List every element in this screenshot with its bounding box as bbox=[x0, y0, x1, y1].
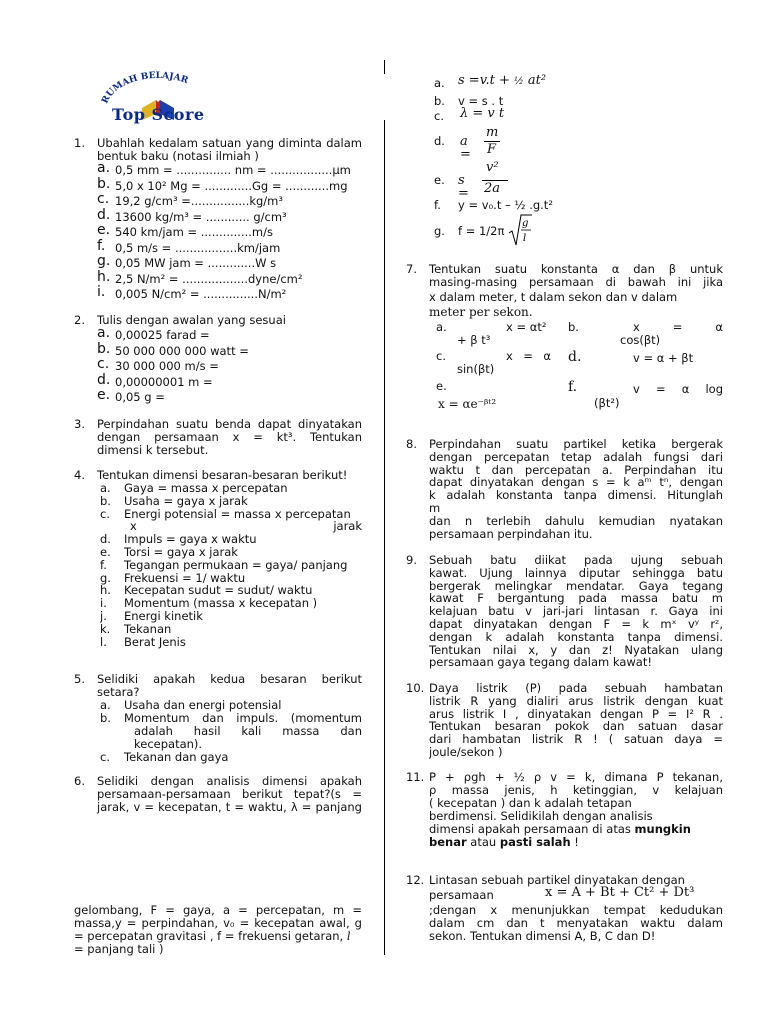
q12-line1: Lintasan sebuah partikel dinyatakan dengan bbox=[429, 873, 685, 887]
q1-item-label: i. bbox=[97, 284, 106, 300]
q7-line3 bbox=[429, 291, 723, 304]
q7-line2: masing-masing persamaan di bawah ini jika bbox=[429, 275, 723, 289]
q4-item-label: f. bbox=[100, 557, 107, 572]
q2-item-label: c. bbox=[97, 356, 110, 372]
q7-line4: meter per sekon. bbox=[429, 305, 533, 319]
q9-line: dengan k adalah konstanta tanpa dimensi. bbox=[429, 629, 723, 644]
q11-bold-benar: benar bbox=[429, 835, 467, 849]
q8-number: 8. bbox=[406, 437, 417, 451]
q11-line: berdimensi. Selidikilah dengan analisis bbox=[429, 809, 653, 823]
q11-line: ρ massa jenis, h ketinggian, v kelajuan bbox=[429, 783, 723, 797]
q1-item-label: h. bbox=[97, 268, 111, 285]
q4-item-label: g. bbox=[100, 570, 111, 585]
q9-line: kawat. Ujung lainnya diputar sehingga batu bbox=[429, 565, 723, 580]
q2-item-label: b. bbox=[97, 340, 111, 357]
q9-line: kawat F bergantung pada massa batu m bbox=[429, 591, 723, 606]
q11-exclaim: ! bbox=[570, 835, 579, 849]
q10-number: 10. bbox=[406, 681, 425, 695]
q1-item-text: 5,0 x 10² Mg = .............Gg = ............mg bbox=[115, 178, 348, 193]
q12-line: sekon. Tentukan dimensi A, B, C dan D! bbox=[429, 928, 656, 943]
q10-line: arus listrik I , dinyatakan dengan P = I² R . bbox=[429, 706, 723, 721]
q1-item-text: 0,005 N/cm² = ...............N/m² bbox=[115, 287, 287, 301]
q4-item-label: i. bbox=[100, 596, 107, 611]
q7a-label: a. bbox=[436, 320, 447, 334]
q8-line: dengan percepatan tetap adalah fungsi dari bbox=[429, 449, 723, 464]
q7c-eq2: sin(βt) bbox=[457, 362, 495, 376]
q5-item-text: kecepatan). bbox=[134, 737, 203, 751]
q10-line: joule/sekon ) bbox=[429, 745, 503, 759]
q1-item-text: 0,05 MW jam = .............W s bbox=[115, 256, 277, 270]
q8-line: dan n terlebih dahulu kemudian nyatakan bbox=[429, 513, 723, 528]
q9-number: 9. bbox=[406, 553, 417, 567]
q6a-label: a. bbox=[434, 76, 445, 90]
q3-line1: Perpindahan suatu benda dapat dinyatakan bbox=[97, 417, 362, 431]
q10-line: Tentukan besaran pokok dan satuan dasar bbox=[429, 719, 723, 734]
q6-line3: jarak, v = kecepatan, t = waktu, λ = panjang bbox=[97, 800, 362, 814]
q3-number: 3. bbox=[74, 417, 85, 431]
q4-item-text: Tekanan bbox=[124, 621, 172, 636]
q7b-eq2: cos(βt) bbox=[620, 333, 661, 347]
q5-item-text: Momentum dan impuls. (momentum bbox=[124, 711, 362, 725]
q6-line1: Selidiki dengan analisis dimensi apakah bbox=[97, 774, 362, 788]
q1-item-label: d. bbox=[97, 206, 111, 223]
q11-line: P + ρgh + ½ ρ v = k, dimana P tekanan, bbox=[429, 770, 723, 784]
q2-item-text: 50 000 000 000 watt = bbox=[115, 343, 249, 358]
q12-line: ;dengan x menunjukkan tempat kedudukan bbox=[429, 903, 723, 917]
q8-line: Perpindahan suatu partikel ketika bergerak bbox=[429, 437, 723, 451]
q2-item-label: a. bbox=[97, 325, 111, 341]
q1-item-label: c. bbox=[97, 191, 110, 207]
q2-item-label: e. bbox=[97, 387, 111, 403]
q2-item-text: 0,00025 farad = bbox=[115, 328, 210, 342]
q2-number: 2. bbox=[74, 313, 85, 327]
q11-line6 bbox=[429, 836, 723, 849]
q4-item-label: k. bbox=[100, 621, 111, 636]
q10-line: Daya listrik (P) pada sebuah hambatan bbox=[429, 681, 723, 695]
q5-item-text: Usaha dan energi potensial bbox=[124, 698, 282, 712]
q11-atau: atau bbox=[466, 835, 500, 849]
logo-arc-text: RUMAH BELAJAR bbox=[100, 70, 190, 106]
q1-item-label: b. bbox=[97, 175, 111, 192]
q5-item-label: c. bbox=[100, 750, 110, 764]
q2-item-label: d. bbox=[97, 371, 111, 388]
q9-line: persamaan gaya tegang dalam kawat! bbox=[429, 655, 652, 670]
q11-line: ( kecepatan ) dan k adalah tetapan bbox=[429, 796, 632, 810]
q4-item-text: Berat Jenis bbox=[124, 634, 186, 649]
q4-item-text: Energi potensial = massa x percepatan bbox=[124, 506, 351, 521]
q5-number: 5. bbox=[74, 672, 85, 686]
q6-line2: persamaan-persamaan berikut tepat?(s = bbox=[97, 787, 362, 801]
q3-line3: dimensi k tersebut. bbox=[97, 443, 209, 457]
q6-cont4: = panjang tali ) bbox=[74, 942, 164, 956]
q1-item-label: e. bbox=[97, 222, 111, 238]
q8-line: persamaan perpindahan itu. bbox=[429, 526, 593, 541]
q7d-label: d. bbox=[568, 349, 582, 365]
q4-item-text: Tegangan permukaan = gaya/ panjang bbox=[124, 557, 348, 572]
q7b-eq1: x = α bbox=[633, 320, 723, 334]
q4-item-label: h. bbox=[100, 583, 111, 598]
q12-line2: persamaan bbox=[429, 888, 494, 902]
q6-cont1: gelombang, F = gaya, a = percepatan, m = bbox=[74, 903, 362, 917]
q9-line: Tentukan nilai x, y dan z! Nyatakan ulang bbox=[429, 642, 723, 657]
q6d-label: d. bbox=[434, 134, 445, 148]
q6-number: 6. bbox=[74, 774, 85, 788]
q7d-eq1: v = α + βt bbox=[633, 351, 694, 365]
q5-item-label: a. bbox=[100, 698, 111, 712]
q6f-eq: y = v₀.t – ½ .g.t² bbox=[458, 198, 553, 212]
q6g-eq: f = 1/2π bbox=[458, 224, 505, 238]
q9-line: bergerak melingkar mendatar. Gaya tegang bbox=[429, 578, 723, 593]
q6f-label: f. bbox=[434, 198, 441, 212]
q6g-label: g. bbox=[434, 224, 445, 238]
q5-item-label: b. bbox=[100, 711, 111, 725]
q6-cont3-text: = percepatan gravitasi , f = frekuensi getaran, bbox=[74, 929, 344, 943]
q4-item-label: j. bbox=[100, 609, 107, 623]
q7-line1: Tentukan suatu konstanta α dan β untuk bbox=[429, 262, 723, 276]
q8-line: dapat dinyatakan dengan s = k aᵐ tⁿ, dengan bbox=[429, 475, 723, 490]
q8-line: k adalah konstanta tanpa dimensi. Hitunglah bbox=[429, 488, 723, 503]
q9-line: kelajuan batu v jari-jari lintasan r. Gaya ini bbox=[429, 604, 723, 619]
q1-item-label: g. bbox=[97, 253, 111, 269]
q4-item-text: Kecepatan sudut = sudut/ waktu bbox=[124, 583, 313, 598]
q1-item-text: 2,5 N/m² = ..................dyne/cm² bbox=[115, 271, 303, 286]
q4-text: Tentukan dimensi besaran-besaran berikut! bbox=[97, 468, 348, 482]
q4-item-text: Energi kinetik bbox=[124, 609, 203, 623]
q12-number: 12. bbox=[406, 873, 425, 887]
q8-line: m bbox=[429, 501, 441, 515]
q7c-eq1: x = α bbox=[506, 349, 551, 363]
q1-item-label: a. bbox=[97, 160, 111, 176]
q4-item-text: Frekuensi = 1/ waktu bbox=[124, 570, 246, 585]
q4-item-label: l. bbox=[100, 634, 107, 649]
q7b-label: b. bbox=[568, 320, 579, 334]
q1-item-label: f. bbox=[97, 237, 106, 254]
q2-item-text: 30 000 000 m/s = bbox=[115, 359, 219, 373]
q4-item-text: Impuls = gaya x waktu bbox=[124, 532, 257, 547]
q4-item-label: b. bbox=[100, 493, 111, 508]
q4-item-label: d. bbox=[100, 532, 111, 547]
q6-cont3-l: l bbox=[346, 929, 351, 943]
q6a-eq: s =v.t + ½ at² bbox=[458, 73, 547, 88]
q4-item-label: a. bbox=[100, 481, 111, 495]
q1-item-text: 540 km/jam = ..............m/s bbox=[115, 225, 273, 239]
q1-item-text: 13600 kg/m³ = ............ g/cm³ bbox=[115, 209, 287, 224]
q1-item-text: 0,5 m/s = .................km/jam bbox=[115, 240, 281, 255]
q9-line: dapat dinyatakan dengan F = k mˣ vʸ rᶻ, bbox=[429, 617, 723, 631]
q10-line: dari hambatan listrik R ! ( satuan daya = bbox=[429, 732, 723, 747]
q9-line: Sebuah batu diikat pada ujung sebuah bbox=[429, 553, 723, 567]
q7a-eq1: x = αt² bbox=[506, 320, 547, 334]
q4-item-text: Gaya = massa x percepatan bbox=[124, 481, 288, 495]
q5-line1: Selidiki apakah kedua besaran berikut bbox=[97, 672, 362, 686]
sqrt-icon bbox=[508, 213, 532, 247]
svg-text:g: g bbox=[522, 218, 529, 229]
q7e-label: e. bbox=[436, 379, 447, 393]
q4-item-text: Torsi = gaya x jarak bbox=[124, 545, 238, 559]
q12-eq: x = A + Bt + Ct² + Dt³ bbox=[545, 885, 695, 900]
q4-item-label: e. bbox=[100, 545, 111, 559]
q7c-label: c. bbox=[436, 349, 446, 363]
svg-text:l: l bbox=[523, 233, 527, 244]
q7-number: 7. bbox=[406, 262, 417, 276]
q4-item-text: Momentum (massa x kecepatan ) bbox=[124, 596, 318, 611]
q6-cont2: massa,y = perpindahan, v₀ = kecepatan awal, g bbox=[74, 916, 362, 930]
q7e-eq1: x = αe⁻ᵝᵗ² bbox=[438, 397, 497, 411]
q4-number: 4. bbox=[74, 468, 85, 482]
q6c-eq: λ = v t bbox=[460, 106, 505, 121]
q5-line2: setara? bbox=[97, 685, 140, 699]
q7a-eq2: + β t³ bbox=[457, 333, 491, 347]
q7f-label: f. bbox=[568, 379, 578, 395]
q2-text: Tulis dengan awalan yang sesuai bbox=[97, 313, 286, 327]
q11-bold-mungkin: mungkin bbox=[634, 822, 691, 836]
q6c-label: c. bbox=[434, 109, 444, 123]
column-divider bbox=[384, 120, 385, 955]
q7f-eq2: (βt²) bbox=[594, 396, 620, 410]
q2-item-text: 0,05 g = bbox=[115, 390, 165, 404]
q6b-eq: v = s . t bbox=[458, 94, 504, 108]
q4-item-text: x jarak bbox=[130, 519, 362, 534]
q2-item-text: 0,00000001 m = bbox=[115, 374, 213, 389]
q1-item-text: 0,5 mm = ............... nm = .................μm bbox=[115, 163, 351, 177]
q11-number: 11. bbox=[406, 770, 425, 784]
q6e-label: e. bbox=[434, 173, 445, 187]
q11-line5-text: dimensi apakah persamaan di atas bbox=[429, 822, 635, 836]
q3-line2: dengan persamaan x = kt³. Tentukan bbox=[97, 430, 362, 444]
q5-item-text: Tekanan dan gaya bbox=[124, 750, 229, 764]
q7f-eq1: v = α log bbox=[633, 382, 723, 396]
q5-item-text: adalah hasil kali massa dan bbox=[134, 724, 362, 738]
q11-bold-pasti-salah: pasti salah bbox=[499, 835, 571, 849]
q6b-label: b. bbox=[434, 94, 445, 108]
q10-line: listrik R yang dialiri arus listrik dengan kuat bbox=[429, 693, 723, 708]
q1-text: Ubahlah kedalam satuan yang diminta dalam bentuk baku (notasi ilmiah ) bbox=[97, 136, 362, 163]
q8-line: waktu t dan percepatan a. Perpindahan itu bbox=[429, 462, 723, 477]
q4-item-text: Usaha = gaya x jarak bbox=[124, 493, 248, 508]
q1-item-text: 19,2 g/cm³ =................kg/m³ bbox=[115, 194, 283, 208]
column-divider-top bbox=[384, 60, 385, 74]
logo-brand: Top Score bbox=[112, 105, 205, 124]
q7-line3-text: x dalam meter, t dalam sekon dan v dalam bbox=[429, 290, 678, 304]
q12-line: dalam cm dan t menyatakan waktu dalam bbox=[429, 915, 723, 930]
q1-number: 1. bbox=[74, 136, 85, 150]
q4-item-label: c. bbox=[100, 506, 110, 521]
